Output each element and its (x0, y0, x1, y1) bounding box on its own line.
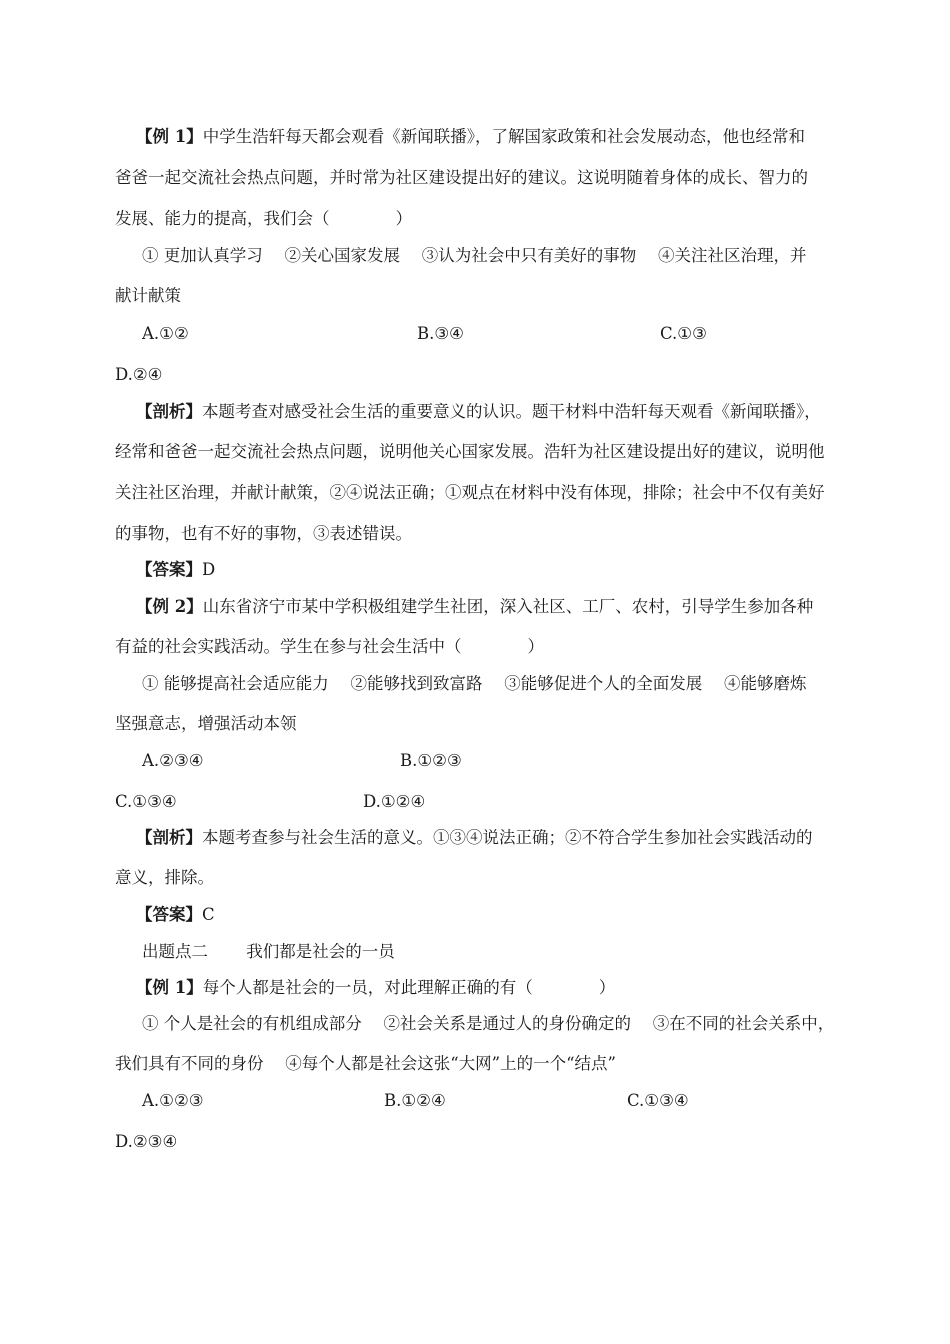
section-2-example-1-question: 【例 1】每个人都是社会的一员，对此理解正确的有（ ） (136, 978, 616, 997)
example-2-choice-c: C.①③④ (115, 792, 177, 811)
section-2-example-1-choice-a: A.①②③ (142, 1091, 204, 1110)
example-2-answer: 【答案】C (136, 905, 215, 924)
example-1-options-line-1: ① 更加认真学习 ②关心国家发展 ③认为社会中只有美好的事物 ④关注社区治理，并 (142, 246, 807, 265)
example-1-analysis-line-4: 的事物，也有不好的事物，③表述错误。 (115, 524, 412, 543)
answer-label: 【答案】 (136, 560, 202, 579)
section-2-example-1-choice-c: C.①③④ (627, 1091, 689, 1110)
example-1-analysis-line-1: 【剖析】本题考查对感受社会生活的重要意义的认识。题干材料中浩轩每天观看《新闻联播》， (136, 402, 821, 421)
section-heading: 出题点二 我们都是社会的一员 (142, 942, 395, 961)
example-1-answer: 【答案】D (136, 560, 216, 579)
example-1-question-line-3: 发展、能力的提高，我们会（ ） (115, 209, 412, 228)
example-2-question-line-1: 【例 2】山东省济宁市某中学积极组建学生社团，深入社区、工厂、农村，引导学生参加各种 (136, 597, 814, 616)
example-1-question-line-1: 【例 1】中学生浩轩每天都会观看《新闻联播》，了解国家政策和社会发展动态，他也经常和 (136, 127, 805, 146)
example-1-analysis-line-2: 经常和爸爸一起交流社会热点问题，说明他关心国家发展。浩轩为社区建设提出好的建议，说明他 (115, 442, 825, 461)
example-2-choice-a: A.②③④ (142, 751, 204, 770)
example-label: 【例 1】 (136, 978, 203, 997)
example-2-choice-b: B.①②③ (400, 751, 462, 770)
example-1-analysis-line-3: 关注社区治理，并献计献策，②④说法正确；①观点在材料中没有体现，排除；社会中不仅有美好 (115, 483, 825, 502)
analysis-label: 【剖析】 (136, 402, 202, 421)
example-1-choice-c: C.①③ (660, 324, 707, 343)
section-2-example-1-options-line-2: 我们具有不同的身份 ④每个人都是社会这张“大网”上的一个“结点” (115, 1054, 616, 1073)
example-2-analysis-line-2: 意义，排除。 (115, 868, 214, 887)
example-1-question-line-2: 爸爸一起交流社会热点问题，并时常为社区建设提出好的建议。这说明随着身体的成长、智力的 (115, 168, 808, 187)
example-1-choice-a: A.①② (142, 324, 189, 343)
example-2-options-line-2: 坚强意志，增强活动本领 (115, 714, 297, 733)
example-1-choice-d: D.②④ (115, 365, 163, 384)
example-1-choice-b: B.③④ (417, 324, 464, 343)
example-label: 【例 2】 (136, 597, 203, 616)
example-1-options-line-2: 献计献策 (115, 286, 181, 305)
example-label: 【例 1】 (136, 127, 203, 146)
example-2-options-line-1: ① 能够提高社会适应能力 ②能够找到致富路 ③能够促进个人的全面发展 ④能够磨炼 (142, 674, 807, 693)
example-2-analysis-line-1: 【剖析】本题考查参与社会生活的意义。①③④说法正确；②不符合学生参加社会实践活动的 (136, 828, 813, 847)
analysis-label: 【剖析】 (136, 828, 202, 847)
answer-label: 【答案】 (136, 905, 202, 924)
section-2-example-1-choice-d: D.②③④ (115, 1132, 178, 1151)
section-2-example-1-choice-b: B.①②④ (384, 1091, 446, 1110)
example-2-choice-d: D.①②④ (363, 792, 426, 811)
section-2-example-1-options-line-1: ① 个人是社会的有机组成部分 ②社会关系是通过人的身份确定的 ③在不同的社会关系中， (142, 1014, 835, 1033)
example-2-question-line-2: 有益的社会实践活动。学生在参与社会生活中（ ） (115, 637, 544, 656)
